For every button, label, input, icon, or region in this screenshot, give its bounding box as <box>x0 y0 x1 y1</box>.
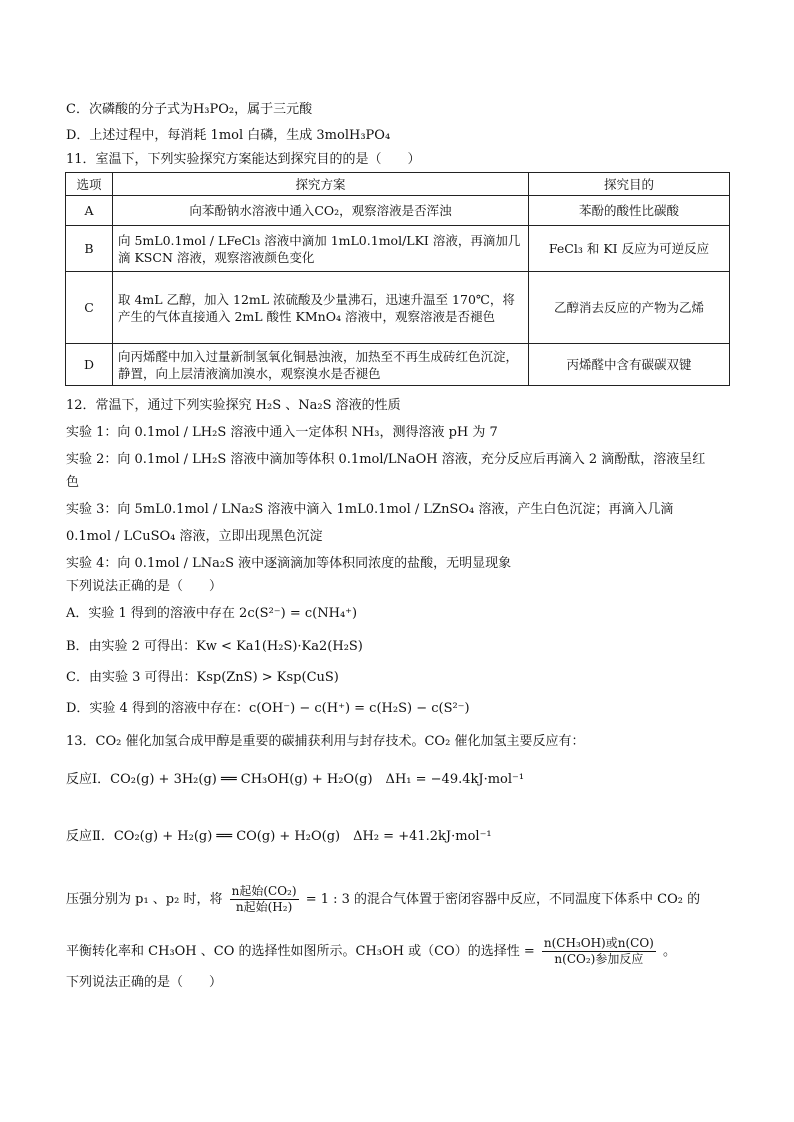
fraction-selectivity <box>542 936 656 967</box>
fraction-denominator: n起始(H₂) <box>235 900 293 914</box>
q13-reaction-1: 反应Ⅰ．CO₂(g) + 3H₂(g) ══ CH₃OH(g) + H₂O(g) ΔH₁ = −49.4kJ·mol⁻¹ <box>66 772 525 787</box>
q11-table <box>65 172 730 386</box>
row-goal: 乙醇消去反应的产物为乙烯 <box>529 272 730 344</box>
q12-exp4: 实验 4：向 0.1mol / LNa₂S 液中逐滴滴加等体积同浓度的盐酸，无明显现象 <box>66 556 512 571</box>
q12-exp1: 实验 1：向 0.1mol / LH₂S 溶液中通入一定体积 NH₃，测得溶液 pH 为 7 <box>66 425 498 440</box>
header-goal: 探究目的 <box>529 173 730 196</box>
row-plan: 向苯酚钠水溶液中通入CO₂，观察溶液是否浑浊 <box>113 196 529 226</box>
q12-stem: 12．常温下，通过下列实验探究 H₂S 、Na₂S 溶液的性质 <box>66 398 401 413</box>
q13-para1-start: 压强分别为 p₁ 、p₂ 时，将 <box>66 892 223 907</box>
row-plan: 向丙烯醛中加入过量新制氢氧化铜悬浊液，加热至不再生成砖红色沉淀，静置，向上层清液滴加溴水，观察溴水是否褪色 <box>113 344 529 386</box>
row-option: C <box>66 272 113 344</box>
q13-para2 <box>66 936 676 967</box>
q12-exp2-line2: 色 <box>66 475 80 490</box>
row-plan: 取 4mL 乙醇，加入 12mL 浓硫酸及少量沸石，迅速升温至 170℃，将产生的气体直接通入 2mL 酸性 KMnO₄ 溶液中，观察溶液是否褪色 <box>113 272 529 344</box>
q12-option-a: A．实验 1 得到的溶液中存在 2c(S²⁻) = c(NH₄⁺) <box>66 606 358 621</box>
header-plan: 探究方案 <box>113 173 529 196</box>
table-row <box>66 272 730 344</box>
header-option: 选项 <box>66 173 113 196</box>
q13-para2-start: 平衡转化率和 CH₃OH 、CO 的选择性如图所示。CH₃OH 或（CO）的选择性 = <box>66 944 535 959</box>
table-header-row <box>66 173 730 196</box>
q12-exp3-line1: 实验 3：向 5mL0.1mol / LNa₂S 溶液中滴入 1mL0.1mol / LZnSO₄ 溶液，产生白色沉淀；再滴入几滴 <box>66 502 674 517</box>
fraction-initial-ratio <box>230 884 299 915</box>
table-row <box>66 226 730 272</box>
q13-stem: 13．CO₂ 催化加氢合成甲醇是重要的碳捕获利用与封存技术。CO₂ 催化加氢主要反应有： <box>66 734 585 749</box>
q12-option-d: D．实验 4 得到的溶液中存在：c(OH⁻) − c(H⁺) = c(H₂S) − c(S²⁻) <box>66 701 470 716</box>
row-option: A <box>66 196 113 226</box>
fraction-denominator: n(CO₂)参加反应 <box>554 952 644 966</box>
fraction-numerator: n(CH₃OH)或n(CO) <box>543 936 654 950</box>
row-goal: FeCl₃ 和 KI 反应为可逆反应 <box>529 226 730 272</box>
q12-ask: 下列说法正确的是（ ） <box>66 579 223 594</box>
q13-para2-end: 。 <box>663 944 677 959</box>
row-plan: 向 5mL0.1mol / LFeCl₃ 溶液中滴加 1mL0.1mol/LKI 溶液，再滴加几滴 KSCN 溶液，观察溶液颜色变化 <box>113 226 529 272</box>
q12-option-b: B．由实验 2 可得出：Kw < Ka1(H₂S)·Ka2(H₂S) <box>66 639 363 654</box>
q13-para1 <box>66 884 700 915</box>
q10-option-d: D．上述过程中，每消耗 1mol 白磷，生成 3molH₃PO₄ <box>66 128 391 143</box>
q11-stem: 11．室温下，下列实验探究方案能达到探究目的的是（ ） <box>66 152 421 167</box>
q13-reaction-2: 反应Ⅱ．CO₂(g) + H₂(g) ══ CO(g) + H₂O(g) ΔH₂ = +41.2kJ·mol⁻¹ <box>66 829 492 844</box>
row-option: D <box>66 344 113 386</box>
q12-exp2-line1: 实验 2：向 0.1mol / LH₂S 溶液中滴加等体积 0.1mol/LNaOH 溶液，充分反应后再滴入 2 滴酚酞，溶液呈红 <box>66 452 706 467</box>
row-option: B <box>66 226 113 272</box>
fraction-numerator: n起始(CO₂) <box>231 884 297 898</box>
q13-para1-end: = 1 : 3 的混合气体置于密闭容器中反应，不同温度下体系中 CO₂ 的 <box>305 892 701 907</box>
q12-exp3-line2: 0.1mol / LCuSO₄ 溶液，立即出现黑色沉淀 <box>66 529 323 544</box>
row-goal: 丙烯醛中含有碳碳双键 <box>529 344 730 386</box>
table-row <box>66 344 730 386</box>
table-row <box>66 196 730 226</box>
q10-option-c: C．次磷酸的分子式为H₃PO₂，属于三元酸 <box>66 102 313 117</box>
q13-ask: 下列说法正确的是（ ） <box>66 975 223 990</box>
q12-option-c: C．由实验 3 可得出：Ksp(ZnS) > Ksp(CuS) <box>66 670 339 685</box>
row-goal: 苯酚的酸性比碳酸 <box>529 196 730 226</box>
